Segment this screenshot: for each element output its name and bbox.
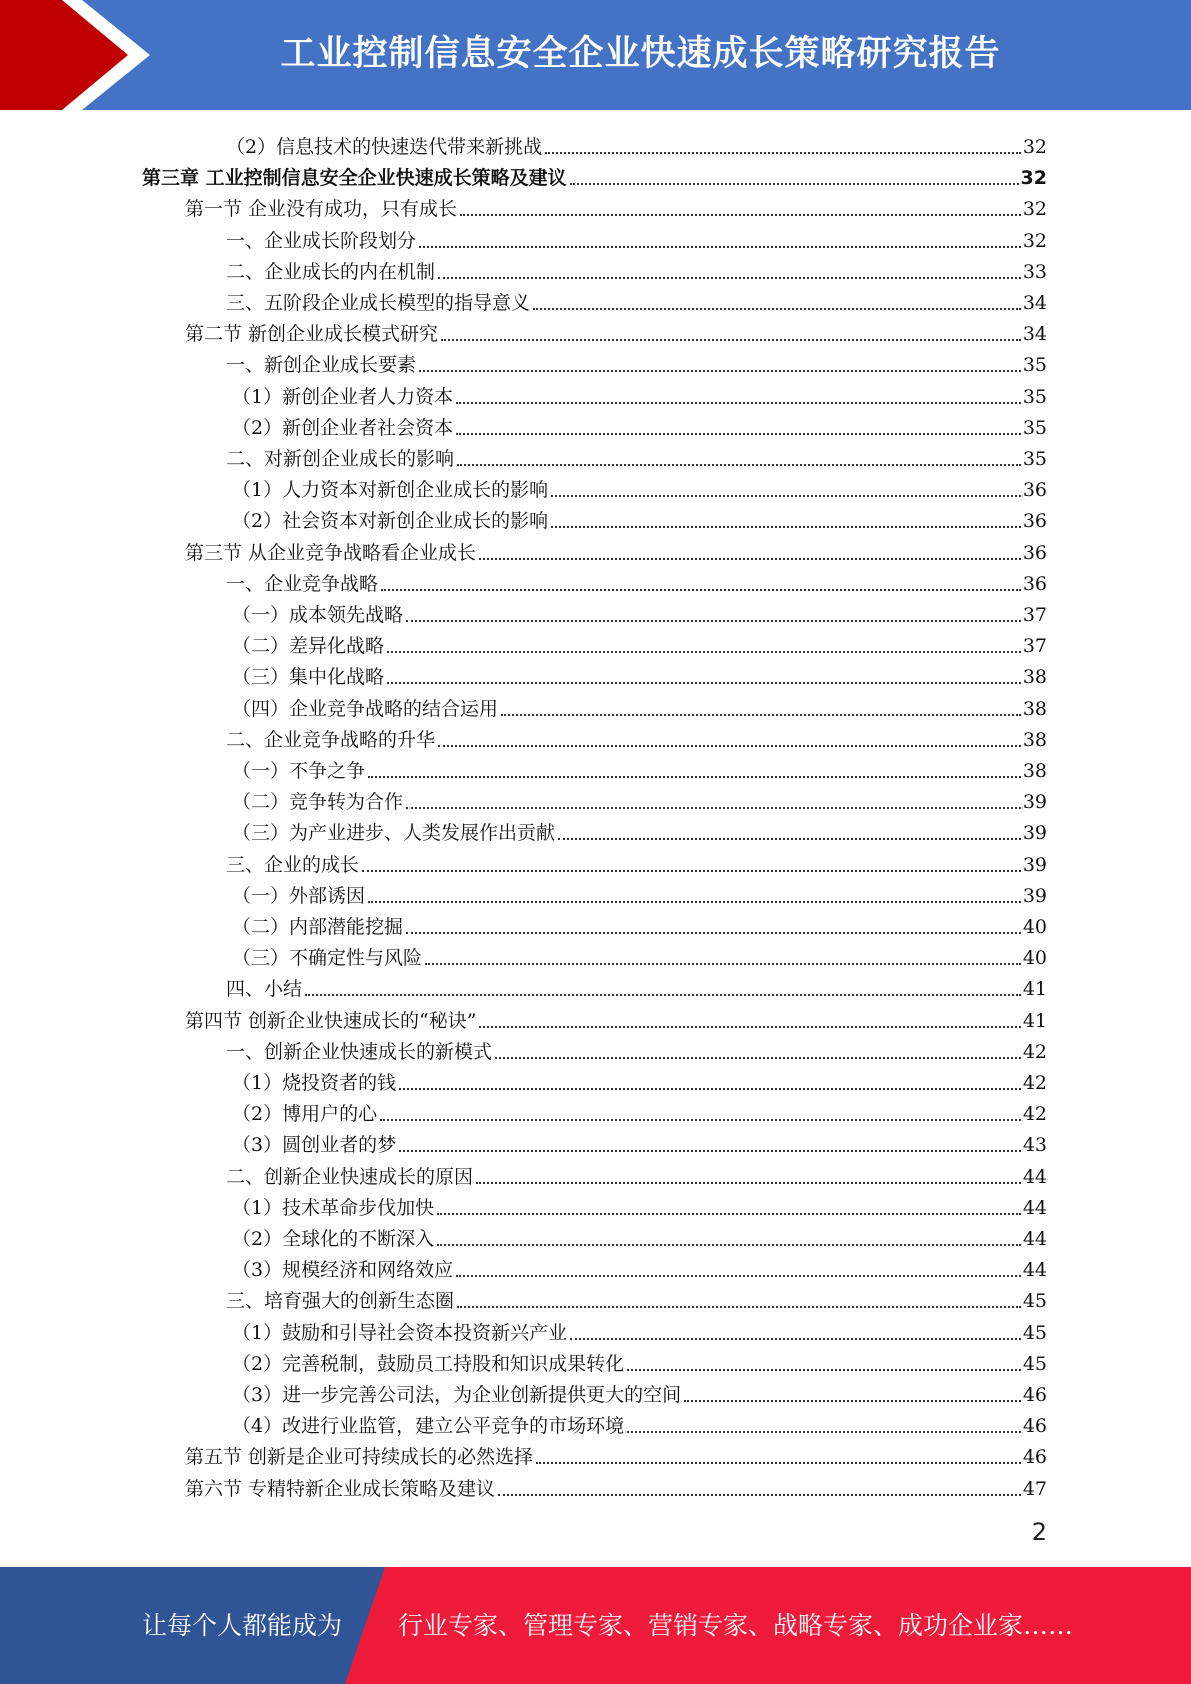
toc-entry[interactable] xyxy=(232,1376,1047,1407)
toc-entry-page: 40 xyxy=(1022,916,1047,938)
toc-entry-title: 二、企业成长的内在机制 xyxy=(226,260,436,283)
toc-entry[interactable] xyxy=(232,783,1047,814)
toc-entry-title: 二、企业竞争战略的升华 xyxy=(226,728,436,751)
toc-dot-leader xyxy=(479,558,1021,560)
toc-dot-leader xyxy=(495,1057,1021,1059)
toc-entry-page: 42 xyxy=(1022,1103,1047,1126)
toc-entry-title: （2）信息技术的快速迭代带来新挑战 xyxy=(226,136,543,158)
toc-entry[interactable] xyxy=(232,1251,1047,1282)
toc-entry-page: 36 xyxy=(1022,541,1047,564)
toc-entry-title: （1）烧投资者的钱 xyxy=(232,1072,397,1094)
toc-entry-title: （1）人力资本对新创企业成长的影响 xyxy=(232,479,549,502)
toc-entry-title: （四）企业竞争战略的结合运用 xyxy=(232,697,499,720)
toc-dot-leader xyxy=(551,526,1021,528)
toc-entry[interactable] xyxy=(226,721,1047,752)
toc-dot-leader xyxy=(437,1244,1021,1246)
toc-entry[interactable] xyxy=(232,877,1047,908)
toc-entry-title: 二、对新创企业成长的影响 xyxy=(226,448,455,470)
toc-entry[interactable] xyxy=(142,159,1047,190)
toc-dot-leader xyxy=(437,1213,1021,1215)
toc-entry-page: 39 xyxy=(1022,791,1047,814)
toc-entry[interactable] xyxy=(232,908,1047,939)
toc-entry-page: 32 xyxy=(1022,198,1047,221)
toc-entry-title: （1）技术革命步伐加快 xyxy=(232,1196,435,1219)
toc-entry[interactable] xyxy=(226,346,1047,377)
toc-entry-page: 32 xyxy=(1022,229,1047,252)
toc-dot-leader xyxy=(558,838,1021,840)
toc-entry-title: （三）不确定性与风险 xyxy=(232,947,423,970)
toc-entry-title: （1）鼓励和引导社会资本投资新兴产业 xyxy=(232,1321,568,1344)
toc-entry-title: （一）外部诱因 xyxy=(232,884,366,907)
toc-entry[interactable] xyxy=(226,440,1047,471)
toc-entry[interactable] xyxy=(232,409,1047,440)
toc-entry[interactable] xyxy=(232,1189,1047,1220)
toc-dot-leader xyxy=(399,1150,1021,1152)
toc-entry-page: 35 xyxy=(1022,416,1047,439)
toc-entry-title: （一）成本领先战略 xyxy=(232,604,404,626)
toc-dot-leader xyxy=(627,1431,1021,1433)
toc-entry[interactable] xyxy=(226,1033,1047,1064)
toc-entry-page: 44 xyxy=(1022,1196,1047,1219)
toc-entry[interactable] xyxy=(232,471,1047,502)
toc-entry-page: 33 xyxy=(1022,260,1047,283)
toc-dot-leader xyxy=(551,495,1021,497)
toc-dot-leader xyxy=(419,370,1021,372)
toc-entry-title: 第五节 创新是企业可持续成长的必然选择 xyxy=(185,1446,534,1469)
toc-entry-page: 39 xyxy=(1022,884,1047,907)
toc-dot-leader xyxy=(533,308,1021,310)
toc-dot-leader xyxy=(406,807,1021,809)
toc-entry[interactable] xyxy=(226,284,1047,315)
toc-entry-title: 二、创新企业快速成长的原因 xyxy=(226,1165,474,1188)
toc-entry[interactable] xyxy=(185,315,1047,346)
toc-entry-page: 34 xyxy=(1022,292,1047,314)
toc-dot-leader xyxy=(406,932,1021,934)
toc-entry-page: 38 xyxy=(1022,697,1047,720)
toc-dot-leader xyxy=(570,183,1019,185)
toc-dot-leader xyxy=(381,589,1021,591)
toc-dot-leader xyxy=(536,1462,1021,1464)
toc-entry[interactable] xyxy=(185,1470,1047,1501)
toc-entry-page: 45 xyxy=(1022,1352,1047,1375)
toc-entry-page: 37 xyxy=(1022,604,1047,626)
toc-entry[interactable] xyxy=(232,502,1047,533)
toc-entry[interactable] xyxy=(185,190,1047,221)
toc-dot-leader xyxy=(368,901,1021,903)
toc-entry-page: 41 xyxy=(1022,978,1047,1001)
toc-entry-title: （2）全球化的不断深入 xyxy=(232,1228,435,1250)
red-chevron-icon xyxy=(0,0,160,110)
toc-entry[interactable] xyxy=(232,1220,1047,1251)
toc-dot-leader xyxy=(305,994,1021,996)
toc-entry[interactable] xyxy=(232,1095,1047,1126)
toc-dot-leader xyxy=(399,1088,1021,1090)
toc-entry[interactable] xyxy=(232,1345,1047,1376)
toc-entry-page: 32 xyxy=(1020,167,1047,190)
toc-entry[interactable] xyxy=(232,378,1047,409)
toc-entry-title: 一、新创企业成长要素 xyxy=(226,354,417,377)
toc-entry[interactable] xyxy=(232,596,1047,627)
toc-entry-title: （2）博用户的心 xyxy=(232,1103,378,1126)
toc-entry-title: （2）新创企业者社会资本 xyxy=(232,416,454,439)
toc-entry[interactable] xyxy=(226,846,1047,877)
toc-entry-title: （3）进一步完善公司法，为企业创新提供更大的空间 xyxy=(232,1384,682,1406)
toc-dot-leader xyxy=(570,1338,1021,1340)
toc-entry-title: （三）集中化战略 xyxy=(232,666,385,689)
toc-entry-page: 35 xyxy=(1022,354,1047,377)
toc-entry-page: 34 xyxy=(1022,323,1047,346)
toc-entry[interactable] xyxy=(226,253,1047,284)
toc-entry[interactable] xyxy=(226,128,1047,159)
toc-entry-title: 一、企业成长阶段划分 xyxy=(226,229,417,252)
toc-dot-leader xyxy=(380,1119,1021,1121)
toc-entry-title: 一、企业竞争战略 xyxy=(226,572,379,595)
toc-dot-leader xyxy=(545,152,1021,154)
toc-entry-title: （二）竞争转为合作 xyxy=(232,791,404,814)
footer-slogan-left: 让每个人都能成为 xyxy=(142,1611,343,1640)
toc-entry[interactable] xyxy=(226,970,1047,1001)
toc-entry[interactable] xyxy=(232,658,1047,689)
toc-entry-title: 第二节 新创企业成长模式研究 xyxy=(185,323,439,346)
toc-entry[interactable] xyxy=(226,1158,1047,1189)
toc-entry-page: 47 xyxy=(1022,1477,1047,1500)
toc-dot-leader xyxy=(419,246,1021,248)
toc-entry-page: 43 xyxy=(1022,1134,1047,1157)
page-header-banner xyxy=(0,0,1191,110)
toc-entry[interactable] xyxy=(185,1002,1047,1033)
toc-entry-page: 36 xyxy=(1022,479,1047,502)
toc-dot-leader xyxy=(362,870,1021,872)
toc-entry-page: 38 xyxy=(1022,728,1047,751)
toc-entry-title: （4）改进行业监管，建立公平竞争的市场环境 xyxy=(232,1415,625,1438)
toc-entry-title: （一）不争之争 xyxy=(232,760,366,782)
toc-entry-page: 46 xyxy=(1022,1415,1047,1438)
toc-dot-leader xyxy=(438,745,1021,747)
toc-entry-title: （2）社会资本对新创企业成长的影响 xyxy=(232,510,549,533)
toc-entry-page: 44 xyxy=(1022,1259,1047,1282)
toc-entry-page: 40 xyxy=(1022,947,1047,970)
toc-entry-page: 39 xyxy=(1022,822,1047,845)
toc-entry-page: 35 xyxy=(1022,385,1047,408)
toc-entry[interactable] xyxy=(226,565,1047,596)
toc-entry[interactable] xyxy=(232,939,1047,970)
toc-entry-title: （三）为产业进步、人类发展作出贡献 xyxy=(232,822,556,845)
page-number: 2 xyxy=(1031,1518,1047,1546)
toc-entry-title: （1）新创企业者人力资本 xyxy=(232,385,454,408)
footer-slogan-right: 行业专家、管理专家、营销专家、战略专家、成功企业家…… xyxy=(398,1611,1074,1640)
toc-dot-leader xyxy=(498,1494,1021,1496)
toc-entry[interactable] xyxy=(232,627,1047,658)
toc-entry-title: 第三节 从企业竞争战略看企业成长 xyxy=(185,541,477,564)
toc-entry-page: 41 xyxy=(1022,1009,1047,1032)
toc-entry[interactable] xyxy=(232,814,1047,845)
toc-entry-title: 第三章 工业控制信息安全企业快速成长策略及建议 xyxy=(142,167,567,190)
toc-entry-title: 一、创新企业快速成长的新模式 xyxy=(226,1040,493,1063)
toc-entry-title: 四、小结 xyxy=(226,978,303,1001)
toc-entry[interactable] xyxy=(185,534,1047,565)
toc-entry-page: 32 xyxy=(1022,136,1047,158)
toc-entry-page: 46 xyxy=(1022,1446,1047,1469)
toc-entry-page: 36 xyxy=(1022,572,1047,595)
toc-entry-title: （二）差异化战略 xyxy=(232,635,385,658)
toc-dot-leader xyxy=(368,776,1021,778)
toc-dot-leader xyxy=(479,1026,1020,1028)
toc-entry[interactable] xyxy=(232,1064,1047,1095)
toc-dot-leader xyxy=(456,433,1021,435)
toc-entry-title: （3）圆创业者的梦 xyxy=(232,1134,397,1157)
toc-entry-page: 36 xyxy=(1022,510,1047,533)
toc-entry[interactable] xyxy=(185,1438,1047,1469)
toc-entry-title: 三、五阶段企业成长模型的指导意义 xyxy=(226,292,531,314)
toc-dot-leader xyxy=(456,402,1021,404)
toc-entry-page: 37 xyxy=(1022,635,1047,658)
toc-entry-title: 三、培育强大的创新生态圈 xyxy=(226,1290,455,1313)
toc-dot-leader xyxy=(460,214,1021,216)
toc-entry-page: 45 xyxy=(1022,1290,1047,1313)
page-footer-banner xyxy=(0,1567,1191,1684)
toc-dot-leader xyxy=(684,1400,1021,1402)
toc-dot-leader xyxy=(387,651,1021,653)
toc-entry-page: 46 xyxy=(1022,1384,1047,1406)
toc-entry-title: 三、企业的成长 xyxy=(226,853,360,876)
toc-entry-page: 35 xyxy=(1022,448,1047,470)
toc-entry-page: 42 xyxy=(1022,1072,1047,1094)
toc-dot-leader xyxy=(457,464,1021,466)
toc-entry-page: 44 xyxy=(1022,1165,1047,1188)
toc-dot-leader xyxy=(627,1369,1021,1371)
toc-entry[interactable] xyxy=(232,1126,1047,1157)
toc-dot-leader xyxy=(456,1275,1021,1277)
toc-entry[interactable] xyxy=(226,1282,1047,1313)
toc-dot-leader xyxy=(387,682,1021,684)
toc-entry-page: 38 xyxy=(1022,760,1047,782)
toc-entry-title: 第六节 专精特新企业成长策略及建议 xyxy=(185,1477,496,1500)
toc-entry-page: 38 xyxy=(1022,666,1047,689)
toc-entry[interactable] xyxy=(232,1407,1047,1438)
toc-entry-title: 第一节 企业没有成功，只有成长 xyxy=(185,198,458,221)
toc-entry[interactable] xyxy=(232,1314,1047,1345)
toc-dot-leader xyxy=(425,963,1021,965)
toc-dot-leader xyxy=(406,620,1021,622)
toc-entry[interactable] xyxy=(232,690,1047,721)
toc-dot-leader xyxy=(457,1306,1021,1308)
toc-entry-page: 45 xyxy=(1022,1321,1047,1344)
report-title: 工业控制信息安全企业快速成长策略研究报告 xyxy=(280,34,1001,74)
toc-entry-title: （2）完善税制，鼓励员工持股和知识成果转化 xyxy=(232,1352,625,1375)
toc-entry[interactable] xyxy=(232,752,1047,783)
toc-dot-leader xyxy=(476,1182,1021,1184)
toc-entry-title: （3）规模经济和网络效应 xyxy=(232,1259,454,1282)
toc-entry-title: （二）内部潜能挖掘 xyxy=(232,916,404,938)
toc-dot-leader xyxy=(438,277,1021,279)
toc-entry-page: 39 xyxy=(1022,853,1047,876)
toc-entry[interactable] xyxy=(226,222,1047,253)
toc-dot-leader xyxy=(501,714,1021,716)
toc-dot-leader xyxy=(441,339,1021,341)
toc-entry-title: 第四节 创新企业快速成长的“秘诀” xyxy=(185,1009,477,1032)
toc-entry-page: 44 xyxy=(1022,1228,1047,1250)
toc-entry-page: 42 xyxy=(1022,1040,1047,1063)
